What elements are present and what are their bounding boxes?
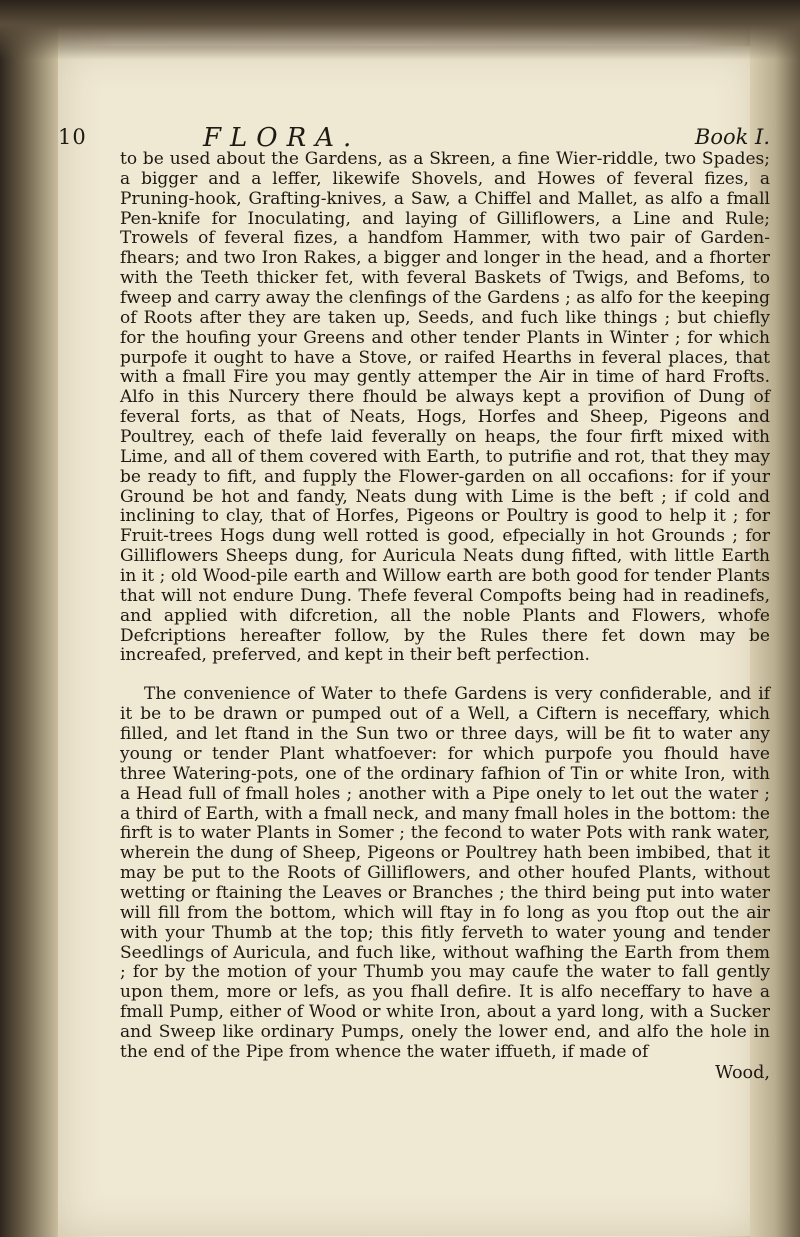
top-shadow <box>0 0 800 60</box>
paragraph-garden-tools: to be used about the Gardens, as a Skreen, a fine Wier-riddle, two Spades; a bigger and a leffer, likewife Shovels, and Howes of feveral fizes, a Pruning-hook, Grafting-knives, a Saw, a Chiffel and Mallet, as alfo a fmall Pen-knife for Inoculating, and laying of Gilliflowers, a Line and Rule; Trowels of feveral fizes, a handfom Hammer, with two pair of Garden-fhears; and two Iron Rakes, a bigger and longer in the head, and a fhorter with the Teeth thicker fet, with feveral Baskets of Twigs, and Befoms, to fweep and carry away the clenfings of the Gardens ; as alfo for the keeping of Roots after they are taken up, Seeds, and fuch like things ; but chiefly for the houfing your Greens and other tender Plants in Winter ; for which purpofe it ought to have a Stove, or raifed Hearths in feveral places, that with a fmall Fire you may gently attemper the Air in time of hard Frofts. Alfo in this Nurcery there fhould be always kept a provifion of Dung of feveral forts, as that of Neats, Hogs, Horfes and Sheep, Pigeons and Poultrey, each of thefe laid feverally on heaps, the four firft mixed with Lime, and all of them covered with Earth, to putrifie and rot, that they may be ready to fift, and fupply the Flower-garden on all occafions: for if your Ground be hot and fandy, Neats dung with Lime is the beft ; if cold and inclining to clay, that of Horfes, Pigeons or Poultry is good to help it ; for Fruit-trees Hogs dung well rotted is good, efpecially in hot Grounds ; for Gilliflowers Sheeps dung, for Auricula Neats dung fifted, with little Earth in it ; old Wood-pile earth and Willow earth are both good for tender Plants that will not endure Dung. Thefe feveral Compofts being had in readinefs, and applied with difcretion, all the noble Plants and Flowers, whofe Defcriptions hereafter follow, by the Rules there fet down may be increafed, preferved, and kept in their beft perfection. <box>120 149 770 666</box>
binding-edge <box>0 0 58 1237</box>
paragraph-water: The convenience of Water to thefe Gardens is very confiderable, and if it be to be drawn or pumped out of a Well, a Ciftern is neceffary, which filled, and let ftand in the Sun two or three days, will be fit to water any young or tender Plant whatfoever: for which purpofe you fhould have three Watering-pots, one of the ordinary fafhion of Tin or white Iron, with a Head full of fmall holes ; another with a Pipe onely to let out the water ; a third of Earth, with a fmall neck, and many fmall holes in the bottom: the firft is to water Plants in Somer ; the fecond to water Pots with rank water, wherein the dung of Sheep, Pigeons or Poultrey hath been imbibed, that it may be put to the Roots of Gilliflowers, and other houfed Plants, without wetting or ftaining the Leaves or Branches ; the third being put into water will fill from the bottom, which will ftay in fo long as you ftop out the air with your Thumb at the top; this fitly ferveth to water young and tender Seedlings of Auricula, and fuch like, without wafhing the Earth from them ; for by the motion of your Thumb you may caufe the water to fall gently upon them, more or lefs, as you fhall defire. It is alfo neceffary to have a fmall Pump, either of Wood or white Iron, about a yard long, with a Sucker and Sweep like ordinary Pumps, onely the lower end, and alfo the hole in the end of the Pipe from whence the water iffueth, if made of <box>120 684 770 1062</box>
page-number: 10 <box>58 125 87 149</box>
book-reference: Book I. <box>694 125 770 149</box>
catchword: Wood, <box>715 1063 770 1083</box>
running-title: FLORA. <box>203 123 361 153</box>
body-text <box>120 150 770 1063</box>
